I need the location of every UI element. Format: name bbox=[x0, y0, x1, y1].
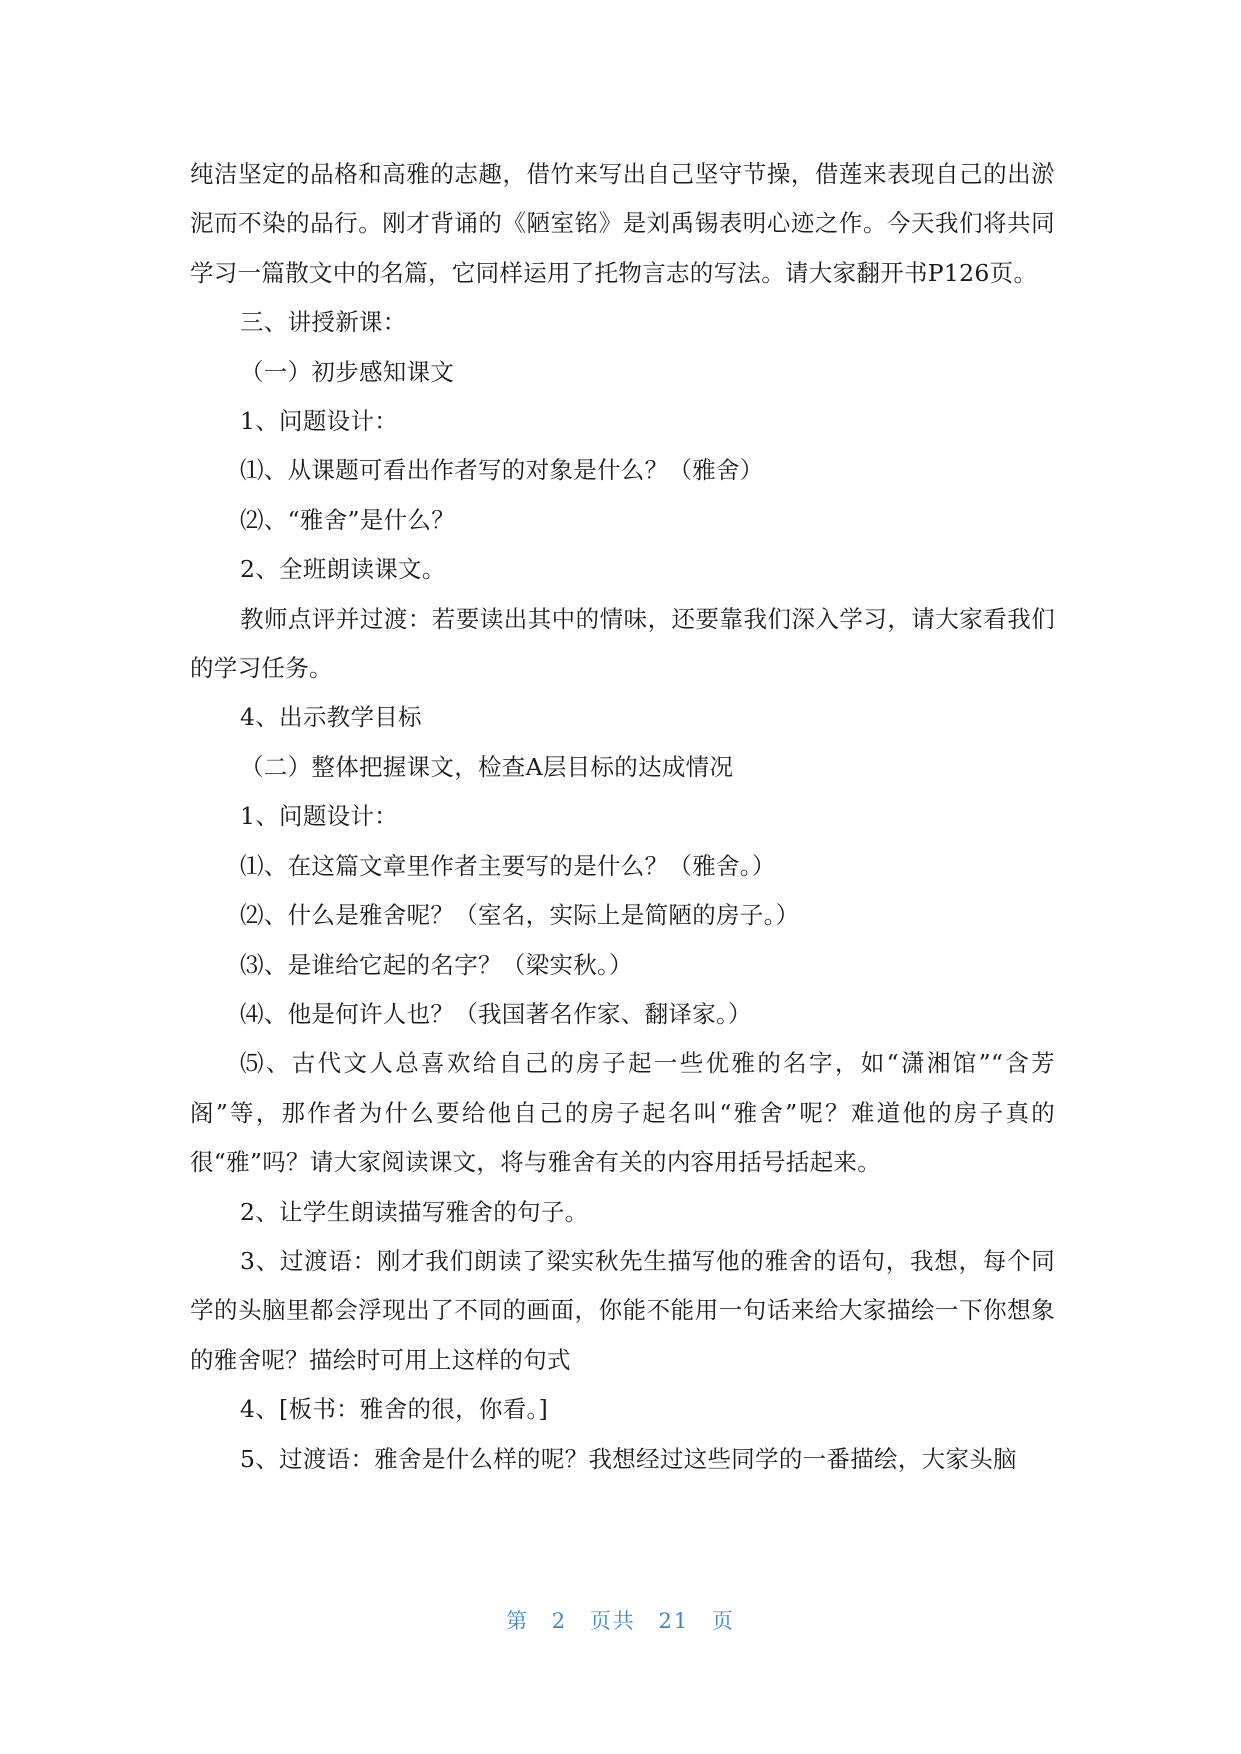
paragraph: 教师点评并过渡：若要读出其中的情味，还要靠我们深入学习，请大家看我们的学习任务。 bbox=[190, 604, 1055, 683]
paragraph: 1、问题设计： bbox=[240, 802, 399, 831]
page-footer bbox=[0, 1605, 1241, 1635]
paragraph: 4、出示教学目标 bbox=[240, 703, 422, 732]
paragraph: ⑶、是谁给它起的名字？（梁实秋。） bbox=[240, 950, 633, 979]
paragraph: 1、问题设计： bbox=[240, 407, 399, 436]
paragraph: ⑷、他是何许人也？（我国著名作家、翻译家。） bbox=[240, 999, 752, 1028]
paragraph: 纯洁坚定的品格和高雅的志趣，借竹来写出自己坚守节操，借莲来表现自己的出淤泥而不染的品行。刚才背诵的《陋室铭》是刘禹锡表明心迹之作。今天我们将共同学习一篇散文中的名篇，它同样运用了托物言志的写法。请大家翻开书P126页。 bbox=[190, 160, 1055, 287]
paragraph: 4、[板书：雅舍的很，你看。] bbox=[240, 1395, 549, 1424]
paragraph: 5、过渡语：雅舍是什么样的呢？我想经过这些同学的一番描绘，大家头脑 bbox=[240, 1444, 1017, 1473]
footer-total-pages: 21 bbox=[658, 1609, 690, 1633]
paragraph: ⑵、“雅舍”是什么？ bbox=[240, 505, 456, 534]
section-heading: 三、讲授新课： bbox=[240, 308, 407, 337]
footer-suffix: 页 bbox=[711, 1609, 735, 1633]
subsection-heading: （一）初步感知课文 bbox=[240, 357, 455, 386]
document-body bbox=[190, 150, 1055, 1484]
footer-prefix: 第 bbox=[506, 1609, 530, 1633]
paragraph: ⑵、什么是雅舍呢？（室名，实际上是简陋的房子。） bbox=[240, 901, 800, 930]
footer-current-page: 2 bbox=[551, 1609, 568, 1633]
paragraph: 2、全班朗读课文。 bbox=[240, 555, 446, 584]
paragraph: ⑸、古代文人总喜欢给自己的房子起一些优雅的名字，如“潇湘馆”“含芳阁”等，那作者为什么要给他自己的房子起名叫“雅舍”呢？难道他的房子真的很“雅”吗？请大家阅读课文，将与雅舍有关的内容用括号括起来。 bbox=[190, 1049, 1055, 1177]
subsection-heading: （二）整体把握课文，检查A层目标的达成情况 bbox=[240, 752, 734, 781]
paragraph: 2、让学生朗读描写雅舍的句子。 bbox=[240, 1197, 589, 1226]
footer-middle: 页共 bbox=[589, 1609, 636, 1633]
paragraph: 3、过渡语：刚才我们朗读了梁实秋先生描写他的雅舍的语句，我想，每个同学的头脑里都会浮现出了不同的画面，你能不能用一句话来给大家描绘一下你想象的雅舍呢？描绘时可用上这样的句式 bbox=[190, 1246, 1055, 1374]
paragraph: ⑴、在这篇文章里作者主要写的是什么？（雅舍。） bbox=[240, 851, 776, 880]
paragraph: ⑴、从课题可看出作者写的对象是什么？（雅舍） bbox=[240, 456, 764, 485]
